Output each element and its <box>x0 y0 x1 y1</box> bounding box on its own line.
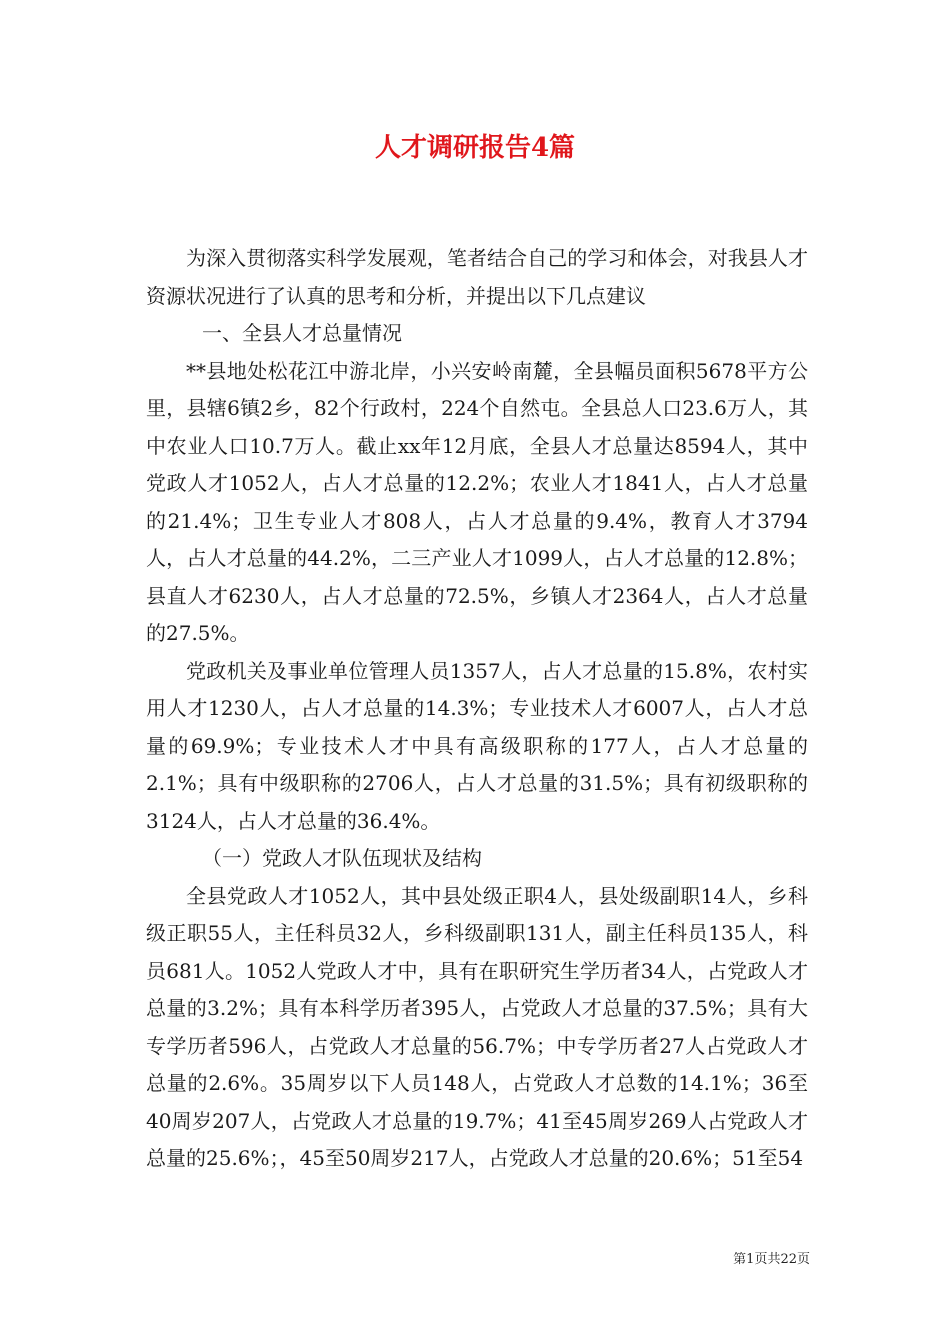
paragraph-party-talent: 全县党政人才1052人，其中县处级正职4人，县处级副职14人，乡科级正职55人，主任科员32人，乡科级副职131人，副主任科员135人，科员681人。1052人党政人才中，具有在职研究生学历者34人，占党政人才总量的3.2%；具有本科学历者395人，占党政人才总量的37.5%；具有大专学历者596人，占党政人才总量的56.7%；中专学历者27人占党政人才总量的2.6%。35周岁以下人员148人，占党政人才总数的14.1%；36至40周岁207人，占党政人才总量的19.7%；41至45周岁269人占党政人才总量的25.6%；，45至50周岁217人，占党政人才总量的20.6%；51至54 <box>146 883 808 1170</box>
intro-paragraph: 为深入贯彻落实科学发展观，笔者结合自己的学习和体会，对我县人才资源状况进行了认真的思考和分析，并提出以下几点建议 <box>146 246 808 308</box>
page-number: 第1页共22页 <box>733 1252 810 1267</box>
section-heading-2: （一）党政人才队伍现状及结构 <box>202 846 482 870</box>
section-heading-1: 一、全县人才总量情况 <box>202 321 402 345</box>
document-title: 人才调研报告4篇 <box>374 133 576 163</box>
document-body <box>146 240 808 1178</box>
paragraph-talent-categories: 党政机关及事业单位管理人员1357人，占人才总量的15.8%，农村实用人才1230人，占人才总量的14.3%；专业技术人才6007人，占人才总量的69.9%；专业技术人才中具有高级职称的177人，占人才总量的2.1%；具有中级职称的2706人，占人才总量的31.5%；具有初级职称的3124人，占人才总量的36.4%。 <box>146 658 808 833</box>
paragraph-county-overview: **县地处松花江中游北岸，小兴安岭南麓，全县幅员面积5678平方公里，县辖6镇2乡，82个行政村，224个自然屯。全县总人口23.6万人，其中农业人口10.7万人。截止xx年12月底，全县人才总量达8594人，其中党政人才1052人，占人才总量的12.2%；农业人才1841人，占人才总量的21.4%；卫生专业人才808人，占人才总量的9.4%，教育人才3794人，占人才总量的44.2%，二三产业人才1099人，占人才总量的12.8%；县直人才6230人，占人才总量的72.5%，乡镇人才2364人，占人才总量的27.5%。 <box>146 358 808 645</box>
